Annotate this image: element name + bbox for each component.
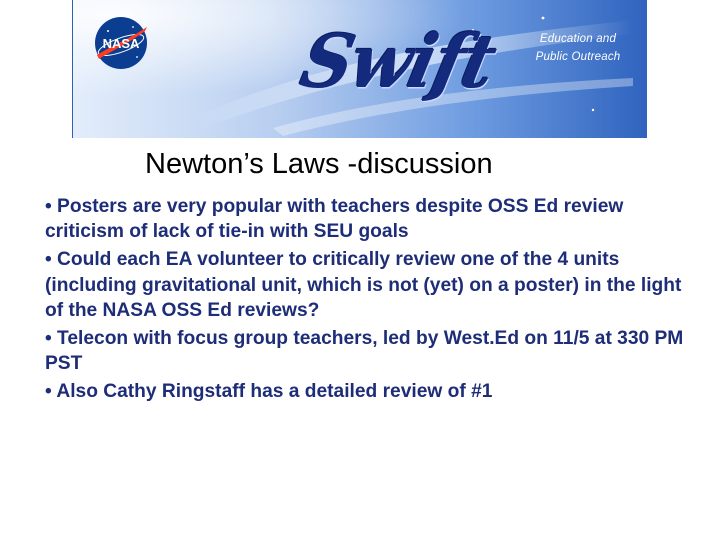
nasa-logo-text: NASA [102, 36, 140, 51]
tagline-line-2: Public Outreach [535, 51, 621, 63]
bullet-item: • Telecon with focus group teachers, led by West.Ed on 11/5 at 330 PM PST [45, 328, 684, 375]
banner-tagline [523, 30, 633, 66]
bullet-item: • Also Cathy Ringstaff has a detailed review of #1 [45, 381, 493, 403]
slide-title: Newton’s Laws -discussion [145, 148, 493, 180]
nasa-logo-icon [93, 15, 149, 71]
swift-epo-banner [72, 0, 647, 138]
swift-wordmark: Swift [293, 17, 503, 106]
bullet-item: • Could each EA volunteer to critically review one of the 4 units (including gravitational unit, which is not (yet) on a poster) in the light of the NASA OSS Ed reviews? [45, 249, 682, 321]
bullet-item: • Posters are very popular with teachers despite OSS Ed review criticism of lack of tie-in with SEU goals [45, 196, 624, 243]
tagline-line-1: Education and [539, 33, 617, 45]
bullet-list [45, 194, 685, 408]
